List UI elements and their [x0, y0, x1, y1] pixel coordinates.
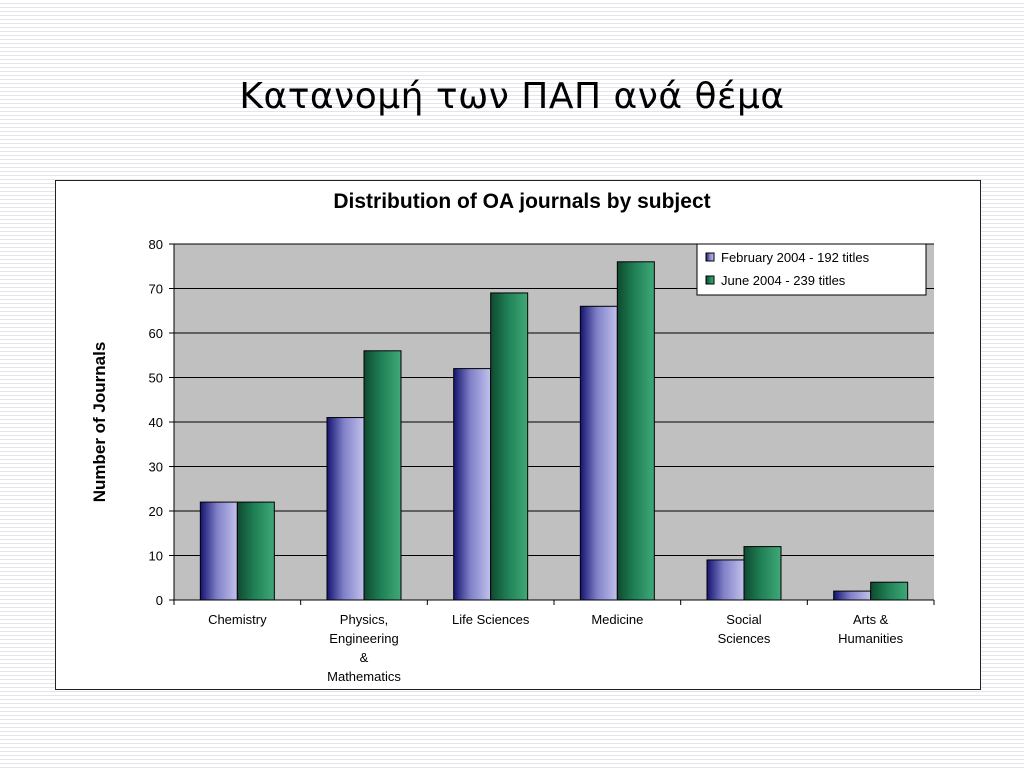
bar-feb — [454, 369, 491, 600]
category-label: Physics, — [339, 612, 389, 627]
category-label: Social — [726, 612, 762, 627]
category-label: Engineering — [329, 631, 399, 646]
legend-label: June 2004 - 239 titles — [721, 273, 846, 288]
y-tick-label: 10 — [148, 548, 163, 564]
bar-jun — [237, 502, 274, 600]
y-tick-label: 30 — [148, 459, 163, 475]
bar-feb — [580, 306, 617, 600]
bar-jun — [871, 582, 908, 600]
chart-frame — [55, 180, 981, 690]
y-tick-label: 80 — [148, 237, 163, 252]
bar-feb — [707, 560, 744, 600]
y-axis-title: Number of Journals — [90, 341, 109, 503]
y-tick-label: 20 — [148, 504, 163, 519]
legend-label: February 2004 - 192 titles — [721, 250, 870, 265]
bar-feb — [200, 502, 237, 600]
legend-swatch — [706, 276, 714, 284]
slide-title: Κατανομή των ΠΑΠ ανά θέμα — [239, 76, 785, 117]
category-label: Mathematics — [327, 669, 401, 684]
bar-jun — [364, 351, 401, 600]
bar-jun — [491, 293, 528, 600]
y-tick-label: 50 — [148, 370, 163, 386]
bar-chart — [56, 181, 982, 691]
category-label: Sciences — [717, 631, 771, 646]
category-label: Chemistry — [208, 612, 267, 627]
legend-swatch — [706, 253, 714, 261]
y-tick-label: 60 — [148, 326, 163, 341]
bar-jun — [744, 547, 781, 600]
category-label: Medicine — [591, 612, 644, 627]
y-tick-label: 70 — [148, 281, 163, 297]
bar-feb — [834, 591, 871, 600]
category-label: Humanities — [838, 631, 904, 646]
category-label: Life Sciences — [452, 612, 530, 627]
category-label: & — [359, 650, 369, 665]
bar-feb — [327, 418, 364, 600]
category-label: Arts & — [852, 612, 889, 627]
y-tick-label: 0 — [155, 593, 163, 608]
y-tick-label: 40 — [148, 415, 163, 430]
chart-title: Distribution of OA journals by subject — [333, 190, 711, 213]
bar-jun — [617, 262, 654, 600]
